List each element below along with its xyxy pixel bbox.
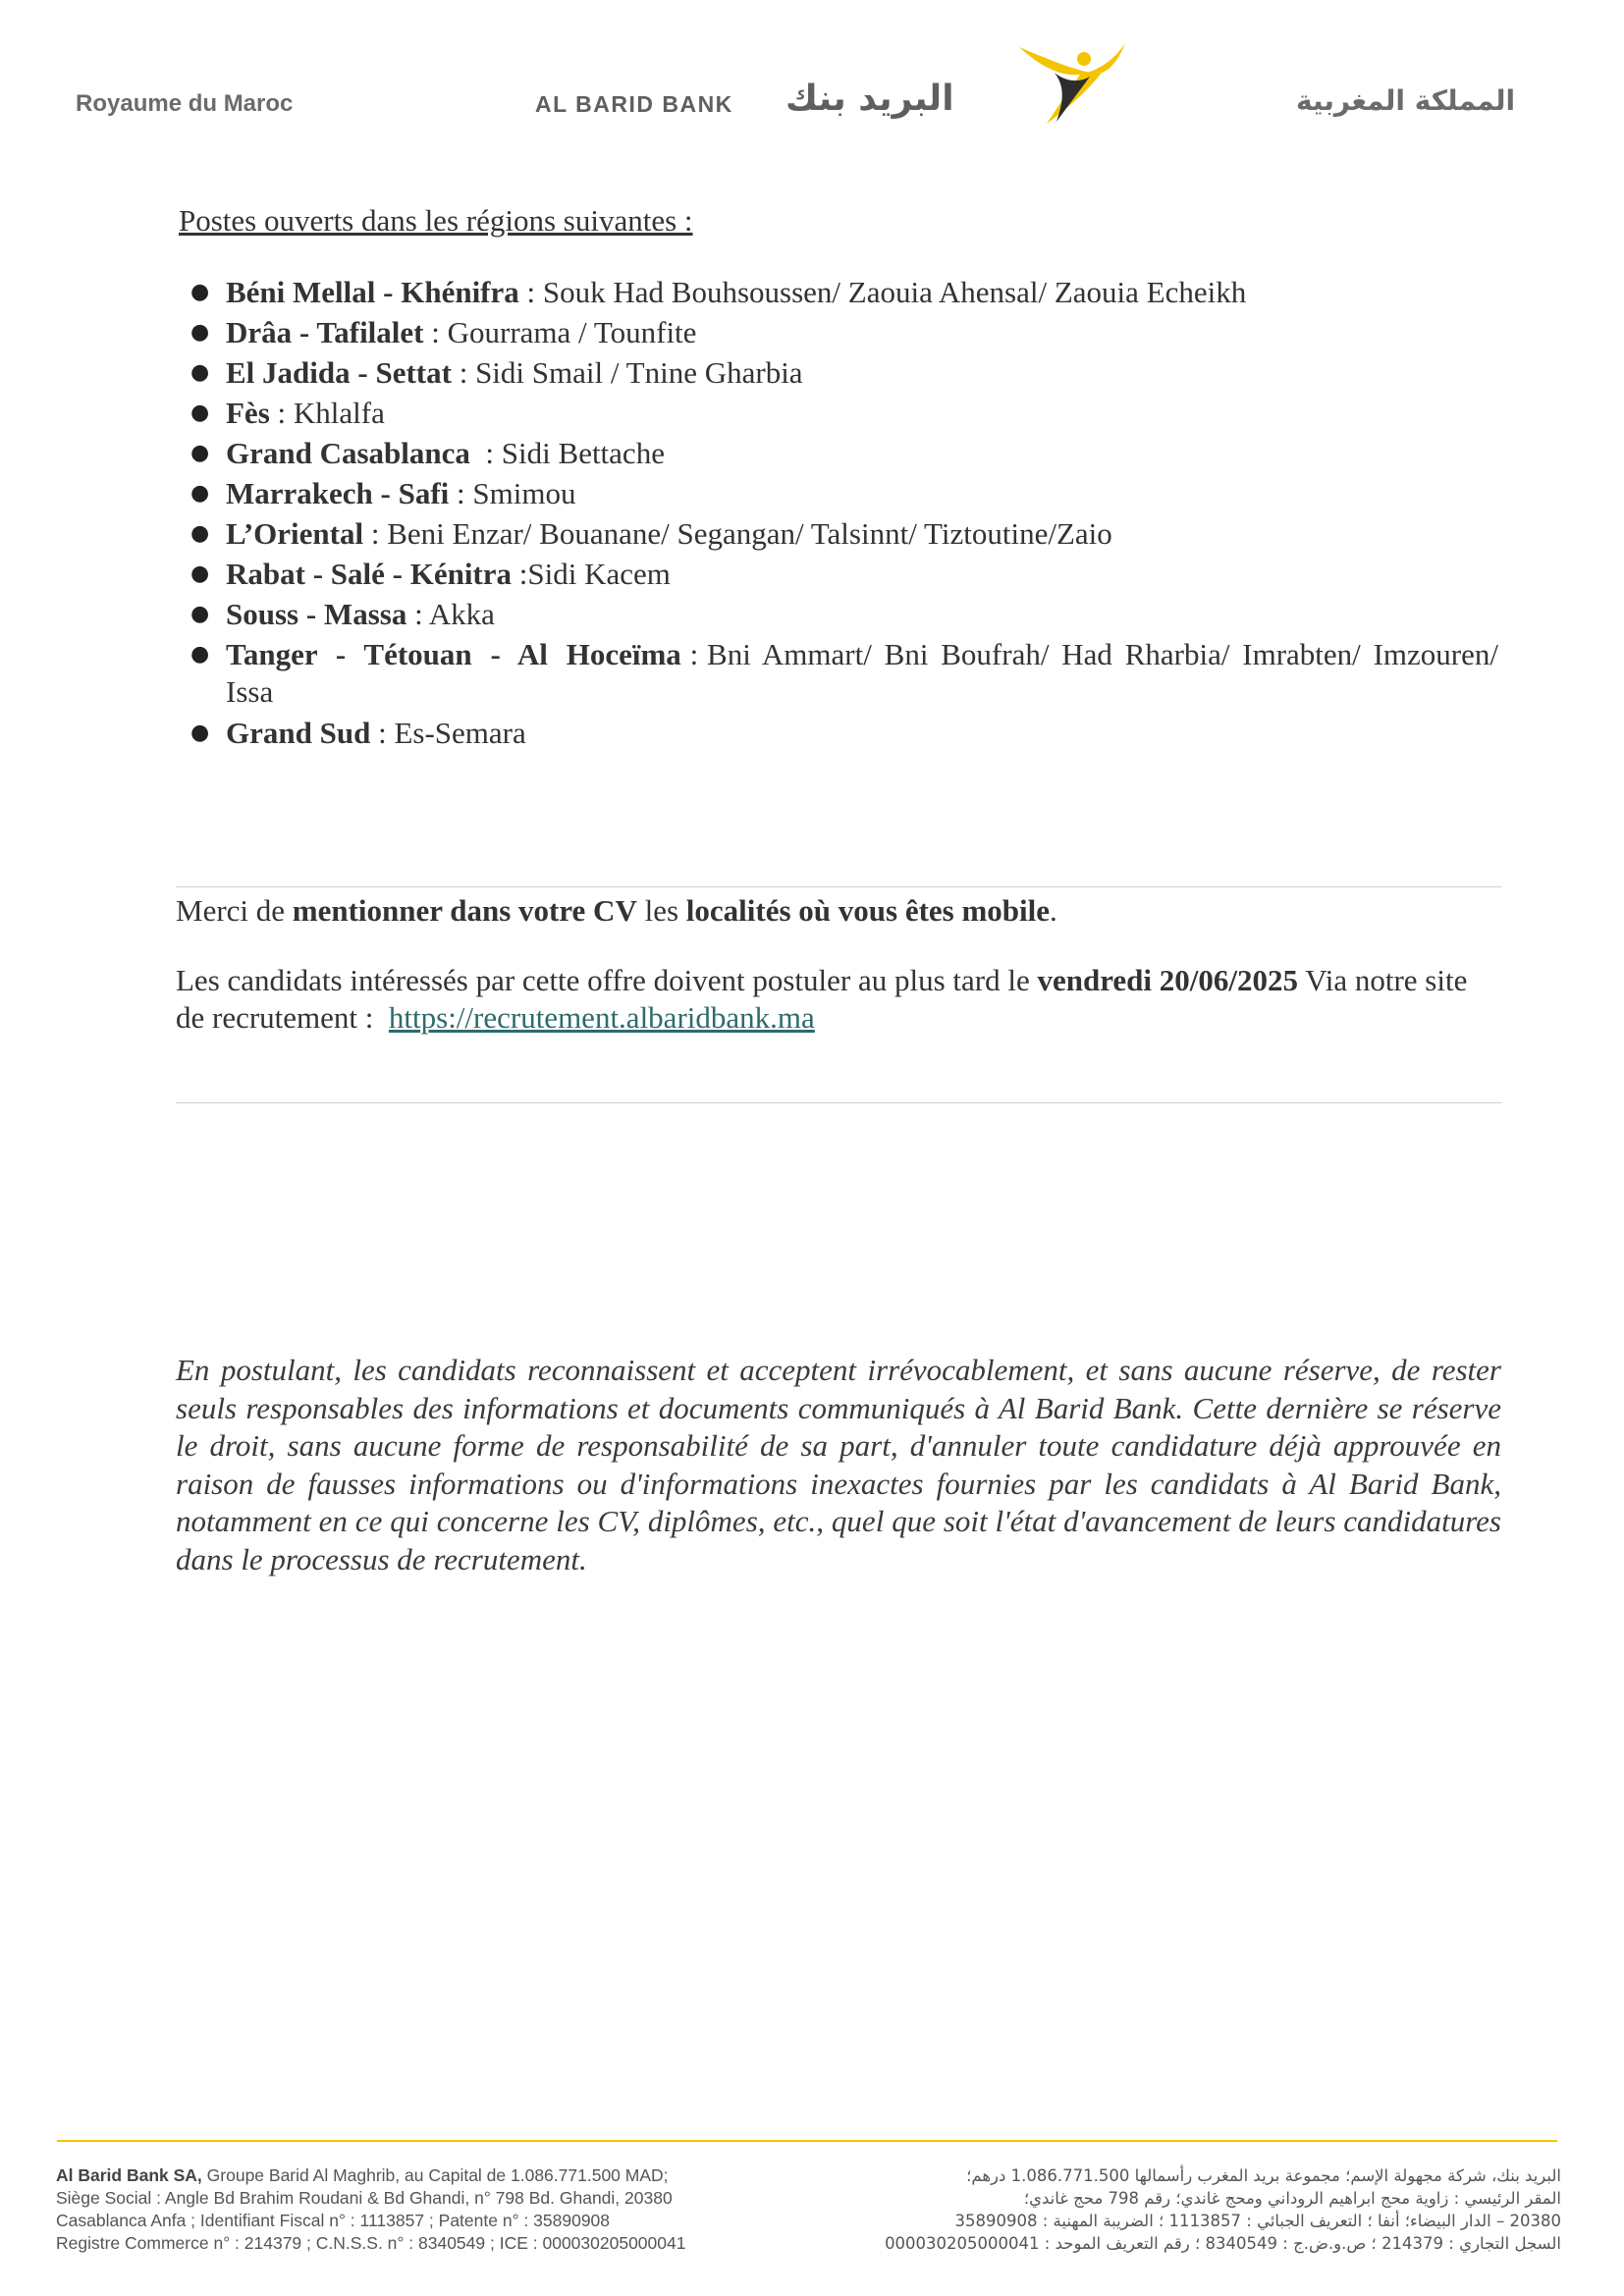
bullet-icon: ●	[190, 360, 210, 385]
bullet-icon: ●	[190, 642, 210, 667]
header-country-label: Royaume du Maroc	[76, 90, 294, 117]
region-name: Souss - Massa	[226, 597, 407, 631]
region-places: Souk Had Bouhsoussen/ Zaouia Ahensal/ Zaouia Echeikh	[542, 275, 1247, 309]
deadline-date: vendredi 20/06/2025	[1037, 963, 1298, 997]
region-name: El Jadida - Settat	[226, 355, 452, 390]
al-barid-bank-bird-logo-icon	[1011, 39, 1129, 130]
list-item: ● L’Oriental : Beni Enzar/ Bouanane/ Segangan/ Talsinnt/ Tiztoutine/Zaio	[226, 513, 1498, 554]
header-bank-name: AL BARID BANK	[535, 91, 733, 117]
list-item: ● Tanger - Tétouan - Al Hoceïma : Bni Ammart/ Bni Boufrah/ Had Rharbia/ Imrabten/ Imzouren/ Issa	[190, 637, 1498, 709]
region-name: Rabat - Salé - Kénitra	[226, 557, 513, 591]
bullet-icon: ●	[190, 400, 210, 425]
list-item: ● Grand Casablanca : Sidi Bettache	[226, 433, 1498, 473]
list-item: ● Béni Mellal - Khénifra : Souk Had Bouhsoussen/ Zaouia Ahensal/ Zaouia Echeikh	[226, 272, 1498, 312]
region-name: Drâa - Tafilalet	[226, 315, 424, 349]
region-name: Marrakech - Safi	[226, 476, 450, 510]
bullet-icon: ●	[190, 561, 210, 586]
region-name: L’Oriental	[226, 516, 364, 551]
header-kingdom-arabic: المملكة المغربية	[1296, 84, 1516, 117]
region-places: Gourrama / Tounfite	[447, 315, 697, 349]
section-title: Postes ouverts dans les régions suivantes :	[179, 203, 693, 238]
bullet-icon: ●	[190, 320, 210, 345]
footer-rule	[57, 2140, 1557, 2142]
bullet-icon: ●	[190, 721, 210, 745]
bullet-icon: ●	[190, 481, 210, 506]
divider	[176, 1102, 1501, 1103]
bullet-icon: ●	[190, 521, 210, 546]
regions-list	[190, 272, 1498, 753]
header-bank-name-arabic: البريد بنك	[785, 79, 954, 119]
footer-legal-arabic: البريد بنك، شركة مجهولة الإسم؛ مجموعة بريد المغرب رأسمالها 1.086.771.500 درهم؛ المقر الرئيسي : زاوية محج ابراهيم الروداني ومحج غاندي؛ رقم 798 محج غاندي؛ 20380 – الدار البيضاء؛ أنفا ؛ التعريف الجبائي : 1113857 ؛ الضريبة المهنية : 35890908 السجل التجاري : 214379 ؛ ص.و.ض.ج : 8340549 ؛ رقم التعريف الموحد : 000030205000041	[885, 2166, 1561, 2253]
divider	[176, 886, 1501, 887]
mention-paragraph: Merci de mentionner dans votre CV les localités où vous êtes mobile.	[176, 893, 1057, 928]
list-item: ● El Jadida - Settat : Sidi Smail / Tnine Gharbia	[226, 352, 1498, 393]
region-places: Bni Ammart/ Bni Boufrah/ Had Rharbia/ Imrabten/ Imzouren/ Issa	[226, 637, 1498, 709]
list-item: ● Marrakech - Safi : Smimou	[226, 473, 1498, 513]
region-places: Es-Semara	[394, 716, 526, 750]
region-name: Grand Casablanca	[226, 436, 470, 470]
disclaimer-paragraph: En postulant, les candidats reconnaissent et acceptent irrévocablement, et sans aucune réserve, de rester seuls responsables des informations et documents communiqués à Al Barid Bank. Cette dernière se réserve le droit, sans aucune forme de responsabilité de sa part, d'annuler toute candidature déjà approuvée en raison de fausses informations ou d'informations inexactes fournies par les candidats à Al Barid Bank, notamment en ce qui concerne les CV, diplômes, etc., quel que soit l'état d'avancement de leurs candidatures dans le processus de recrutement.	[176, 1353, 1501, 1576]
list-item: ● Souss - Massa : Akka	[226, 594, 1498, 634]
region-name: Tanger - Tétouan - Al Hoceïma	[226, 637, 681, 671]
region-places: Beni Enzar/ Bouanane/ Segangan/ Talsinnt/ Tiztoutine/Zaio	[387, 516, 1112, 551]
bullet-icon: ●	[190, 280, 210, 304]
region-places: Sidi Kacem	[527, 557, 671, 591]
list-item: ● Fès : Khlalfa	[226, 393, 1498, 433]
bullet-icon: ●	[190, 602, 210, 626]
region-name: Fès	[226, 396, 270, 430]
footer-legal-french: Al Barid Bank SA, Groupe Barid Al Maghrib, au Capital de 1.086.771.500 MAD; Siège Social : Angle Bd Brahim Roudani & Bd Ghandi, n° 798 Bd. Ghandi, 20380 Casablanca Anfa ; Identifiant Fiscal n° : 1113857 ; Patente n° : 35890908 Registre Commerce n° : 214379 ; C.N.S.S. n° : 8340549 ; ICE : 000030205000041	[56, 2165, 686, 2253]
region-name: Grand Sud	[226, 716, 371, 750]
list-item: ● Drâa - Tafilalet : Gourrama / Tounfite	[226, 312, 1498, 352]
region-name: Béni Mellal - Khénifra	[226, 275, 519, 309]
list-item: ● Grand Sud : Es-Semara	[226, 713, 1498, 753]
region-places: Akka	[428, 597, 495, 631]
recruitment-site-link[interactable]: https://recrutement.albaridbank.ma	[388, 1000, 815, 1035]
list-item: ● Rabat - Salé - Kénitra :Sidi Kacem	[226, 554, 1498, 594]
region-places: Khlalfa	[293, 396, 385, 430]
region-places: Smimou	[472, 476, 576, 510]
deadline-paragraph: Les candidats intéressés par cette offre doivent postuler au plus tard le vendredi 20/06/2025 Via notre site de recrutement : https://recrutement.albaridbank.ma	[176, 963, 1476, 1035]
region-places: Sidi Bettache	[501, 436, 665, 470]
region-places: Sidi Smail / Tnine Gharbia	[475, 355, 803, 390]
bullet-icon: ●	[190, 441, 210, 465]
